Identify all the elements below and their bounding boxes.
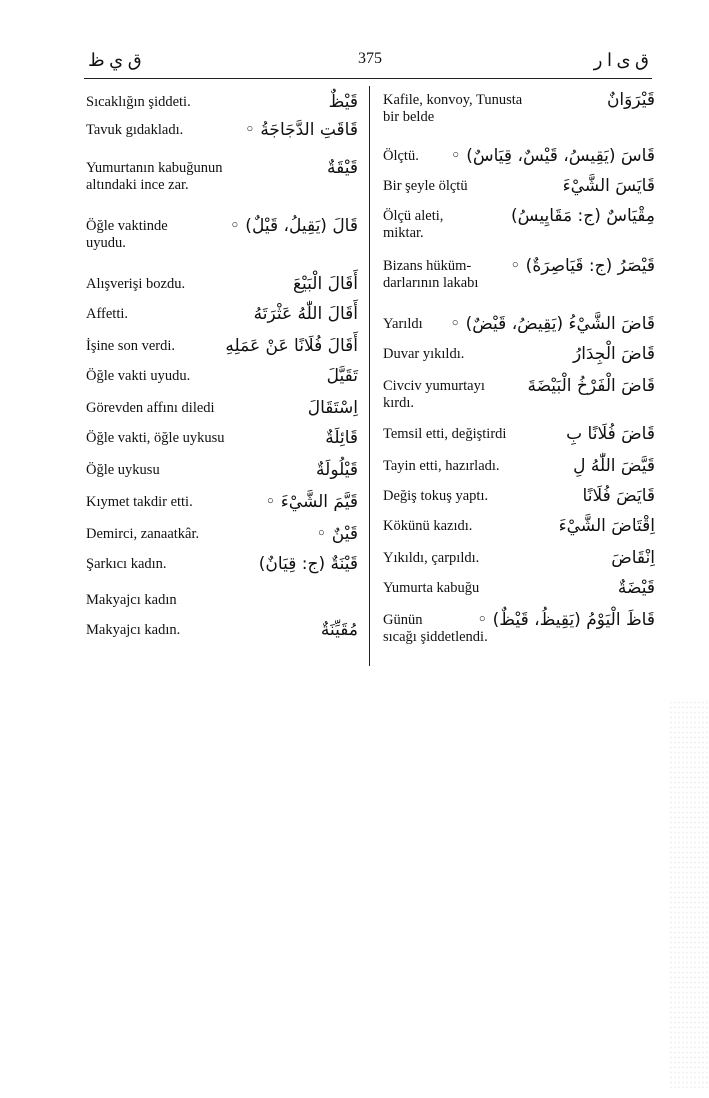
turkish-definition: Öğle uykusu: [86, 462, 160, 478]
turkish-definition-continued: altındaki ince zar.: [86, 177, 189, 193]
arabic-headword: قَائِلَةٌ: [325, 428, 358, 448]
turkish-definition: Ölçtü.: [383, 148, 419, 164]
dictionary-entry: [86, 338, 358, 355]
turkish-definition: Tayin etti, hazırladı.: [383, 458, 500, 474]
arabic-headword: قَيْرَوَانٌ: [606, 90, 655, 110]
arabic-headword: مُقَيِّنَةٌ: [320, 620, 358, 640]
arabic-headword: قَيَّضَ اللّٰهُ لِ: [573, 456, 655, 476]
turkish-definition: Affetti.: [86, 306, 129, 322]
dictionary-entry: [383, 316, 655, 333]
arabic-headword: اِسْتَقَالَ: [307, 398, 358, 418]
turkish-definition: Şarkıcı kadın.: [86, 556, 167, 572]
turkish-definition: Temsil etti, değiştirdi: [383, 426, 507, 442]
arabic-headword: قَيْصَرُ (ج: قَيَاصِرَةٌ) ◦: [510, 256, 655, 276]
dictionary-entry: [383, 518, 655, 535]
arabic-headword: قَايَضَ فُلَانًا: [582, 486, 655, 506]
dictionary-entry: [86, 122, 358, 139]
turkish-definition: Öğle vaktinde: [86, 218, 168, 234]
turkish-definition: Yumurta kabuğu: [383, 580, 480, 596]
turkish-definition: Bir şeyle ölçtü: [383, 178, 468, 194]
turkish-definition-continued: kırdı.: [383, 395, 415, 411]
arabic-headword: قَاضَ فُلَانًا بِ: [566, 424, 655, 444]
turkish-definition-continued: bir belde: [383, 109, 435, 125]
turkish-definition: Yumurtanın kabuğunun: [86, 160, 223, 176]
page-number: 375: [358, 50, 382, 67]
dictionary-entry: [86, 94, 358, 111]
dictionary-entry: [383, 208, 655, 242]
dictionary-entry: [86, 400, 358, 417]
arabic-headword: أَقَالَ اللّٰهُ عَثْرَتَهُ: [253, 304, 358, 324]
turkish-definition-continued: sıcağı şiddetlendi.: [383, 629, 488, 645]
header-rule: [84, 78, 652, 79]
turkish-definition: Sıcaklığın şiddeti.: [86, 94, 191, 110]
dictionary-entry: [86, 306, 358, 323]
arabic-headword: اِقْتَاضَ الشَّيْءَ: [558, 516, 655, 536]
arabic-headword: قَيْنَةٌ (ج: قِيَانٌ): [258, 554, 358, 574]
dictionary-entry: [86, 494, 358, 511]
turkish-definition: Civciv yumurtayı: [383, 378, 485, 394]
header-left-letters: ق ي ظ: [88, 50, 142, 70]
arabic-headword: تَقَيَّلَ: [326, 366, 358, 386]
turkish-definition-continued: darlarının lakabı: [383, 275, 479, 291]
dictionary-entry: [383, 458, 655, 475]
turkish-definition-continued: uyudu.: [86, 235, 126, 251]
dictionary-entry: [86, 622, 358, 639]
dictionary-entry: [383, 148, 655, 165]
turkish-definition: Kökünü kazıdı.: [383, 518, 473, 534]
arabic-headword: قَاسَ (يَقِيسُ، قَيْسٌ، قِيَاسٌ) ◦: [450, 146, 655, 166]
dictionary-entry: [383, 426, 655, 443]
dictionary-entry: [86, 462, 358, 479]
dictionary-entry: [86, 160, 358, 194]
turkish-definition: Kafile, konvoy, Tunusta: [383, 92, 523, 108]
arabic-headword: مِقْيَاسٌ (ج: مَقَايِيسُ): [511, 206, 655, 226]
dictionary-entry: [383, 550, 655, 567]
arabic-headword: قَيْنٌ ◦: [316, 524, 358, 544]
turkish-definition: Ölçü aleti,: [383, 208, 444, 224]
turkish-definition: Yarıldı: [383, 316, 423, 332]
dictionary-entry: [383, 488, 655, 505]
arabic-headword: قَيْضَةٌ: [617, 578, 655, 598]
turkish-definition: Tavuk gıdakladı.: [86, 122, 184, 138]
dictionary-entry: [86, 430, 358, 447]
arabic-headword: أَقَالَ الْبَيْعَ: [293, 274, 358, 294]
turkish-definition: Değiş tokuş yaptı.: [383, 488, 489, 504]
turkish-definition: Kıymet takdir etti.: [86, 494, 193, 510]
header-right-letters: ق ى ا ر: [593, 50, 649, 70]
dictionary-entry: [86, 526, 358, 543]
turkish-definition: Alışverişi bozdu.: [86, 276, 186, 292]
dictionary-entry: [383, 378, 655, 412]
turkish-definition: Makyajcı kadın: [86, 592, 177, 608]
dictionary-entry: [383, 346, 655, 363]
turkish-definition: Yıkıldı, çarpıldı.: [383, 550, 480, 566]
dictionary-entry: [383, 580, 655, 597]
turkish-definition: İşine son verdi.: [86, 338, 175, 354]
turkish-definition: Görevden affını diledi: [86, 400, 215, 416]
arabic-headword: قَاضَ الْجِدَارُ: [573, 344, 655, 364]
turkish-definition-continued: miktar.: [383, 225, 424, 241]
dictionary-entry: [86, 368, 358, 385]
dictionary-entry: [86, 218, 358, 252]
dictionary-entry: [86, 592, 358, 609]
dictionary-entry: [86, 276, 358, 293]
turkish-definition: Öğle vakti uyudu.: [86, 368, 191, 384]
turkish-definition: Duvar yıkıldı.: [383, 346, 465, 362]
turkish-definition: Bizans hüküm-: [383, 258, 472, 274]
arabic-headword: أَقَالَ فُلَانًا عَنْ عَمَلِهِ: [225, 336, 358, 356]
arabic-headword: قَاقَتِ الدَّجَاجَةُ ◦: [244, 120, 358, 140]
scan-noise: [669, 700, 709, 1090]
arabic-headword: قَيْلُولَةٌ: [316, 460, 358, 480]
arabic-headword: قَيْقَةٌ: [327, 158, 358, 178]
dictionary-entry: [86, 556, 358, 573]
turkish-definition: Makyajcı kadın.: [86, 622, 181, 638]
dictionary-entry: [383, 92, 655, 126]
turkish-definition: Günün: [383, 612, 423, 628]
arabic-headword: قَالَ (يَقِيلُ، قَيْلٌ) ◦: [229, 216, 358, 236]
arabic-headword: قَيَّمَ الشَّيْءَ ◦: [265, 492, 358, 512]
arabic-headword: قَاضَ الْفَرْخُ الْبَيْضَةَ: [527, 376, 655, 396]
column-divider: [369, 86, 370, 666]
dictionary-entry: [383, 612, 655, 646]
arabic-headword: قَاظَ الْيَوْمُ (يَقِيظُ، قَيْظٌ) ◦: [477, 610, 655, 630]
arabic-headword: قَايَسَ الشَّيْءَ: [562, 176, 655, 196]
arabic-headword: قَيْظٌ: [328, 92, 358, 112]
arabic-headword: اِنْقَاضَ: [611, 548, 655, 568]
dictionary-entry: [383, 258, 655, 292]
dictionary-entry: [383, 178, 655, 195]
arabic-headword: قَاضَ الشَّيْءُ (يَقِيضُ، قَيْضٌ) ◦: [450, 314, 655, 334]
turkish-definition: Demirci, zanaatkâr.: [86, 526, 200, 542]
turkish-definition: Öğle vakti, öğle uykusu: [86, 430, 225, 446]
